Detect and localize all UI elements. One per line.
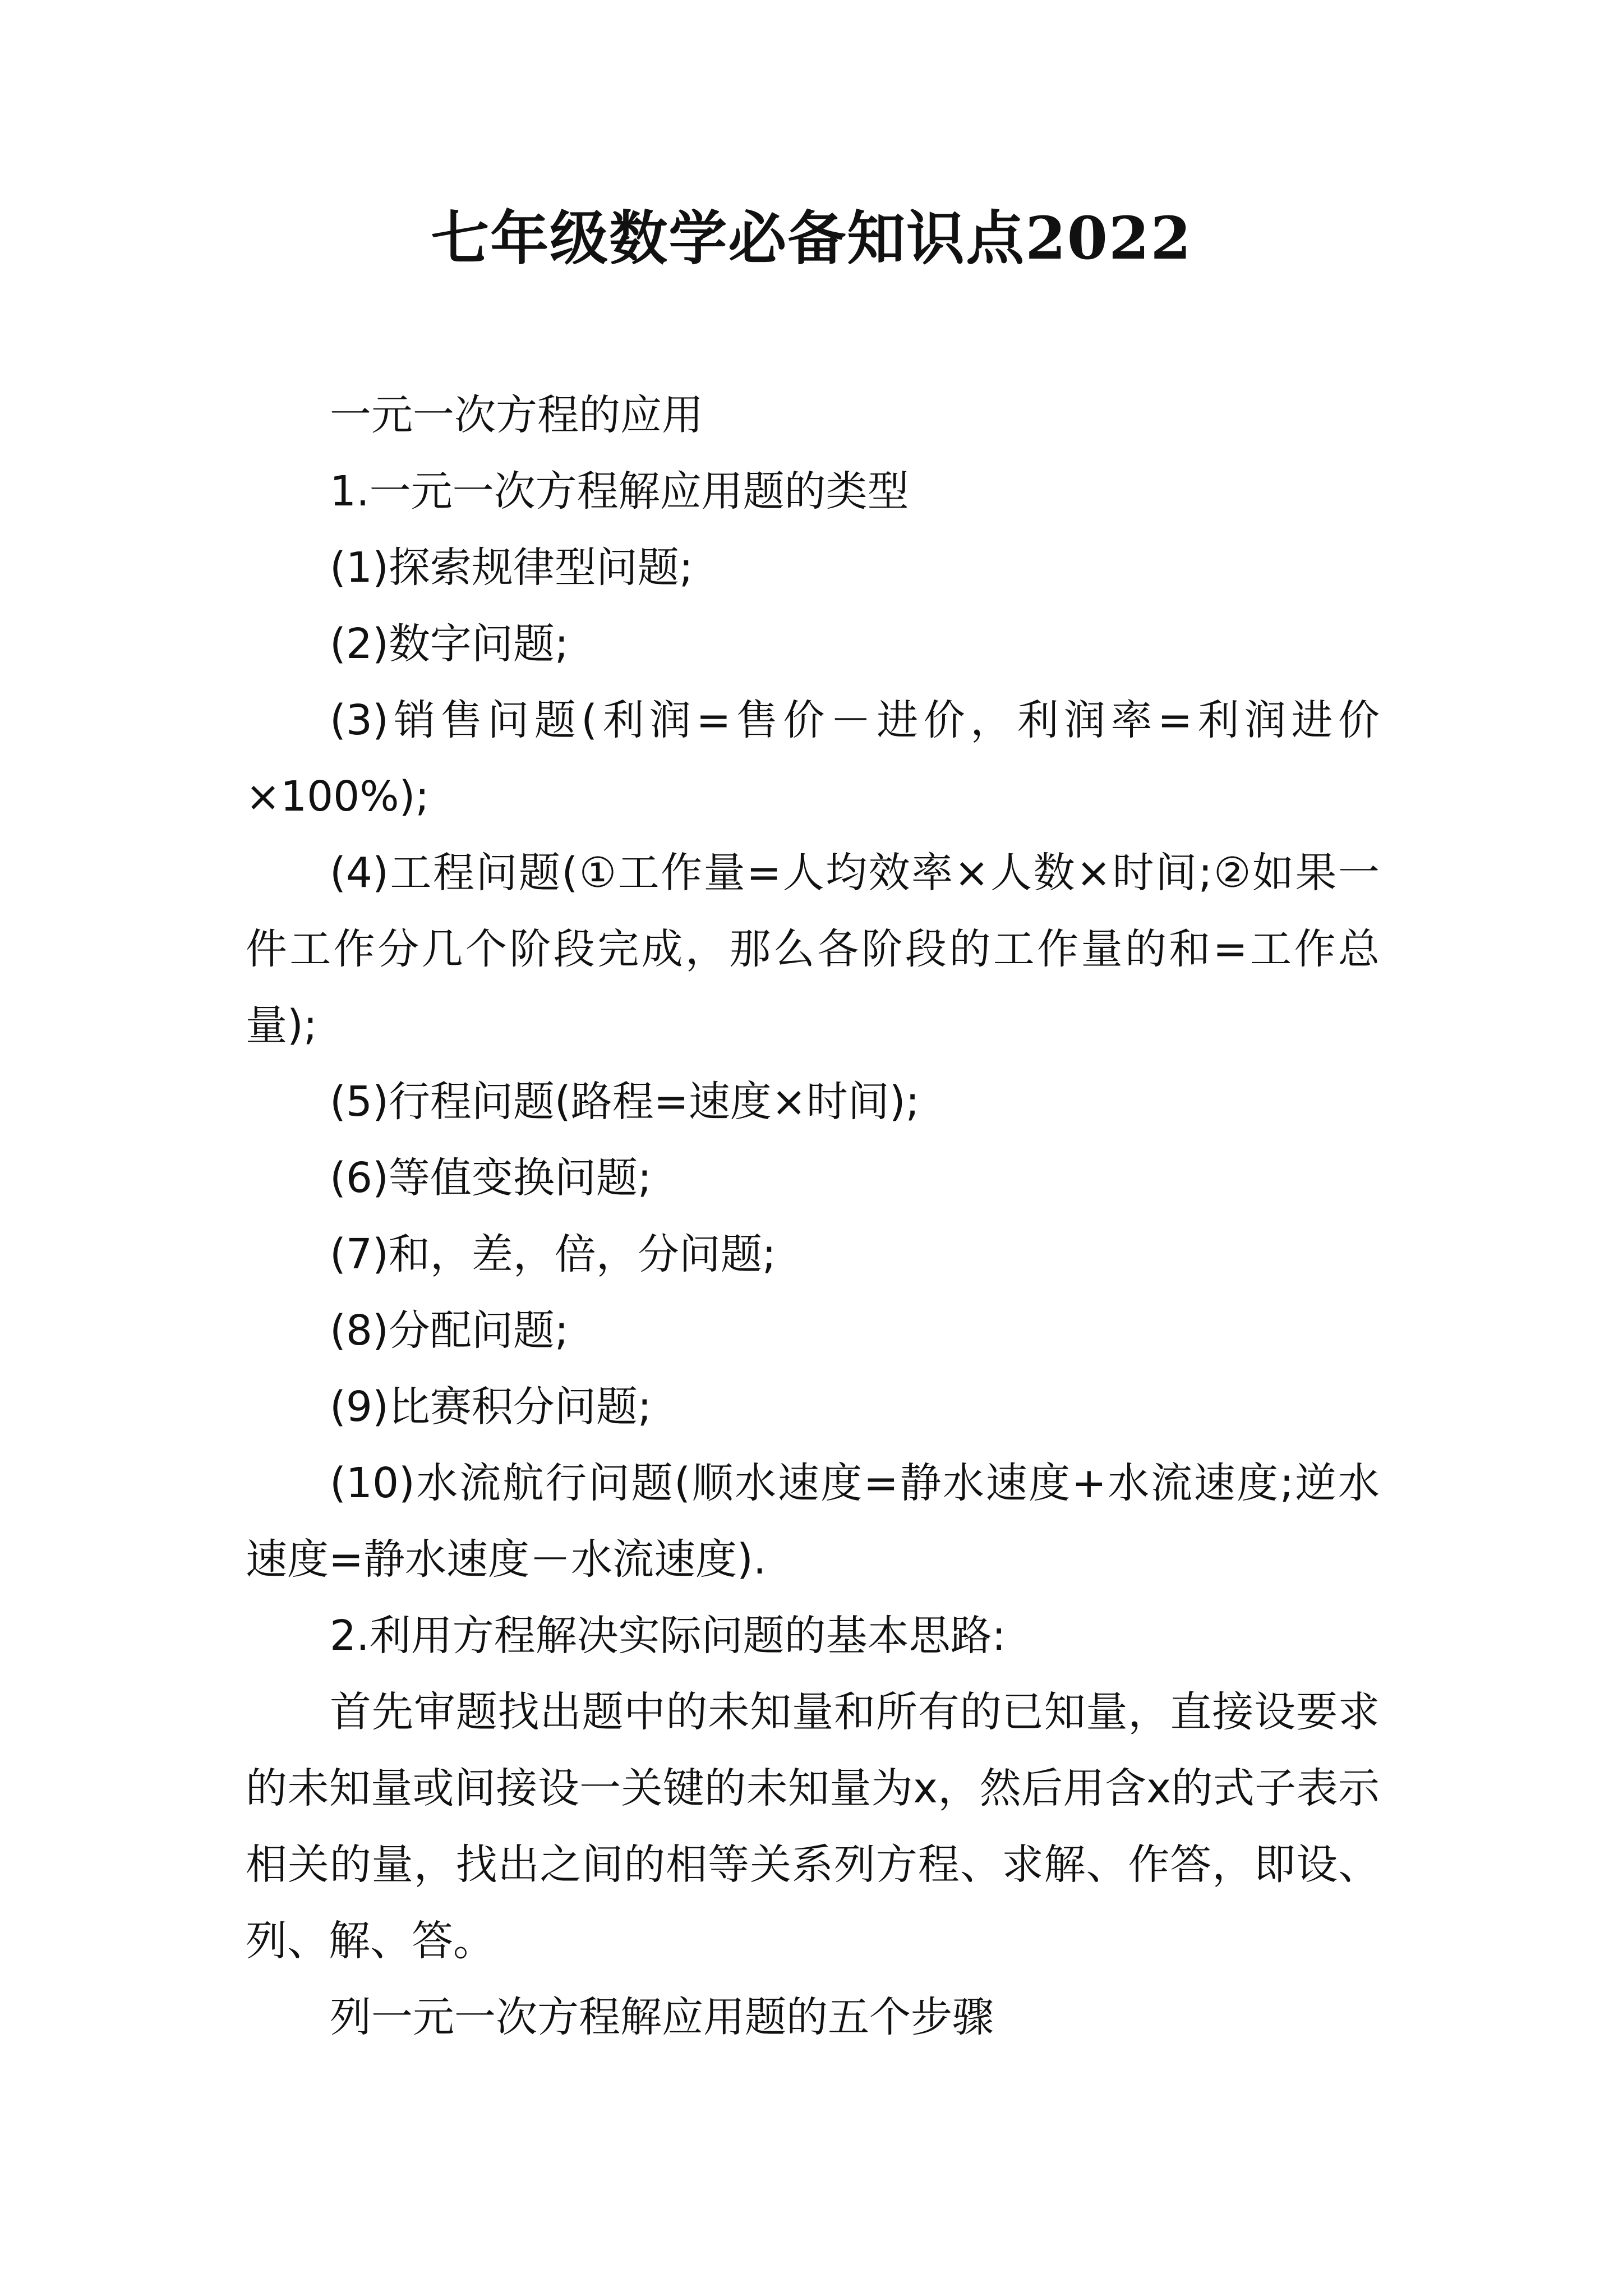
- section-heading-application: 一元一次方程的应用: [330, 391, 703, 439]
- list-item-equivalence-problems: (6)等值变换问题;: [330, 1154, 652, 1202]
- document-body: [246, 377, 1380, 2055]
- list-item-travel-problems: (5)行程问题(路程=速度×时间);: [330, 1078, 920, 1126]
- list-item-sum-difference-problems: (7)和，差，倍，分问题;: [330, 1230, 776, 1278]
- section-heading-five-steps: 列一元一次方程解应用题的五个步骤: [330, 1993, 994, 2041]
- document-title: 七年级数学必备知识点2022: [431, 204, 1192, 273]
- list-item-pattern-problems: (1)探索规律型问题;: [330, 544, 693, 592]
- section-heading-basic-approach: 2.利用方程解决实际问题的基本思路:: [330, 1612, 1006, 1660]
- list-item-scoring-problems: (9)比赛积分问题;: [330, 1383, 652, 1431]
- list-item-digit-problems: (2)数字问题;: [330, 620, 569, 668]
- list-item-current-navigation-problems: (10)水流航行问题(顺水速度=静水速度+水流速度;逆水速度=静水速度－水流速度).: [246, 1459, 1380, 1584]
- paragraph-approach-description: 首先审题找出题中的未知量和所有的已知量，直接设要求的未知量或间接设一关键的未知量为x，然后用含x的式子表示相关的量，找出之间的相等关系列方程、求解、作答，即设、列、解、答。: [246, 1688, 1380, 1965]
- list-item-allocation-problems: (8)分配问题;: [330, 1306, 569, 1355]
- list-item-engineering-problems: (4)工程问题(①工作量=人均效率×人数×时间;②如果一件工作分几个阶段完成，那么各阶段的工作量的和=工作总量);: [246, 849, 1380, 1050]
- section-heading-problem-types: 1.一元一次方程解应用题的类型: [330, 467, 909, 516]
- list-item-sales-problems: (3)销售问题(利润=售价－进价，利润率=利润进价×100%);: [246, 696, 1380, 821]
